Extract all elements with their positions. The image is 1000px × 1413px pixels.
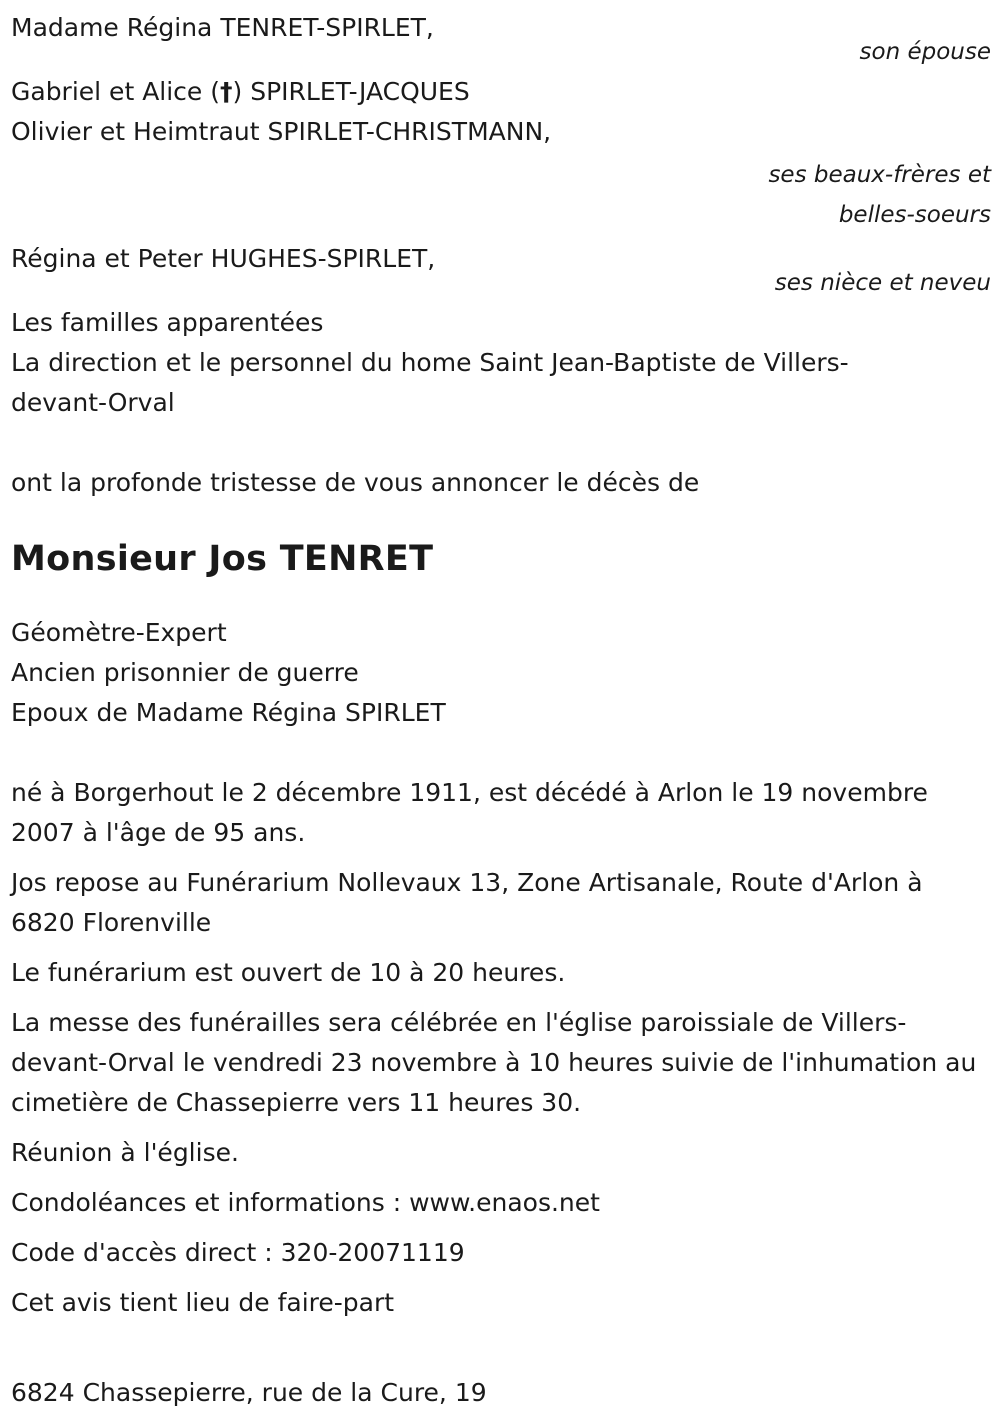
birth-death-details: né à Borgerhout le 2 décembre 1911, est décédé à Arlon le 19 novembre 2007 à l'âge de 95 ans. <box>11 778 928 847</box>
funerarium-hours: Le funérarium est ouvert de 10 à 20 heures. <box>11 958 566 987</box>
spouse-relation: son épouse <box>859 39 991 65</box>
deceased-title-3: Epoux de Madame Régina SPIRLET <box>11 698 446 727</box>
notice-statement: Cet avis tient lieu de faire-part <box>11 1288 395 1317</box>
inlaws-relation-2: belles-soeurs <box>838 202 991 228</box>
family-address: 6824 Chassepierre, rue de la Cure, 19 <box>11 1378 487 1407</box>
inlaws-line-1 <box>11 72 991 112</box>
access-code: Code d'accès direct : 320-20071119 <box>11 1238 465 1267</box>
inlaws-line-1-pre: Gabriel et Alice ( <box>11 77 221 106</box>
deceased-name: Monsieur Jos TENRET <box>11 539 434 579</box>
funeral-mass: La messe des funérailles sera célébrée en l'église paroissiale de Villers-devant-Orval le vendredi 23 novembre à 10 heures suivie de l'inhumation au cimetière de Chassepierre vers 11 heures 30. <box>11 1008 977 1117</box>
obituary-notice <box>11 8 991 1413</box>
home-staff: La direction et le personnel du home Saint Jean-Baptiste de Villers-devant-Orval <box>11 348 849 417</box>
meeting-place: Réunion à l'église. <box>11 1138 239 1167</box>
cross-icon: † <box>220 77 233 106</box>
niece-relation: ses nièce et neveu <box>774 270 991 296</box>
resting-place: Jos repose au Funérarium Nollevaux 13, Zone Artisanale, Route d'Arlon à 6820 Florenville <box>11 868 923 937</box>
inlaws-line-2: Olivier et Heimtraut SPIRLET-CHRISTMANN, <box>11 117 552 146</box>
deceased-title-1: Géomètre-Expert <box>11 618 227 647</box>
deceased-title-2: Ancien prisonnier de guerre <box>11 658 359 687</box>
spouse-name: Madame Régina TENRET-SPIRLET, <box>11 13 434 42</box>
related-families: Les familles apparentées <box>11 308 324 337</box>
announcement: ont la profonde tristesse de vous annoncer le décès de <box>11 468 700 497</box>
inlaws-line-1-post: ) SPIRLET-JACQUES <box>232 77 470 106</box>
inlaws-relation-1: ses beaux-frères et <box>768 162 991 188</box>
niece-name: Régina et Peter HUGHES-SPIRLET, <box>11 244 436 273</box>
condolences-info: Condoléances et informations : www.enaos.net <box>11 1188 600 1217</box>
